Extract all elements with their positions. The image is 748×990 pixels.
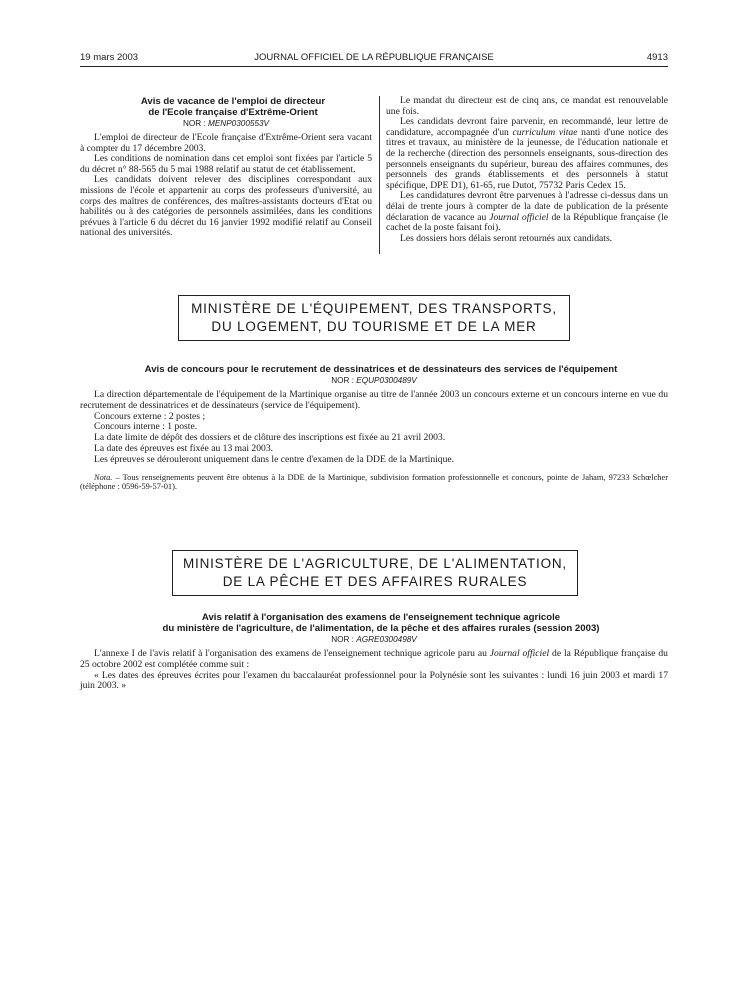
article3-title-line2: du ministère de l'agriculture, de l'alimentation, de la pêche et des affaires rurales (session 2003) [162,623,600,634]
text-run: nanti d'une notice des titres et travaux, au ministère de la jeunesse, de l'éducation nationale et de la recherche (direction des personnels enseignants, sous-direction des personnels enseignants du supérieur, bureau des affaires communes, des personnels des grands établissements et des personnels à statut spécifique, DPE D1), 61-65, rue Dutot, 75732 Paris Cedex 15. [386,126,668,191]
ministry-line: DU LOGEMENT, DU TOURISME ET DE LA MER [211,319,537,334]
text-run: de la République française (le cachet de la poste faisant foi). [386,211,668,234]
article2-note [80,473,668,492]
article1-paragraph [386,191,668,233]
nor-code: EQUP0300489V [356,376,417,385]
header-rule [80,66,668,67]
article3-paragraph [80,649,668,671]
article1-title-line1: Avis de vacance de l'emploi de directeur [140,96,326,107]
text-run-italic: Journal officiel [489,648,550,659]
nor-code: AGRE0300498V [356,635,417,644]
article3-nor [80,635,668,645]
column-divider [379,96,380,254]
text-run: de la République française du 25 octobre 2002 est complétée comme suit : [80,648,668,670]
nor-label: NOR : [182,119,206,128]
article2-paragraph: Concours externe : 2 postes ; [94,410,206,422]
header-page-number: 4913 [646,52,668,63]
article1-paragraph: Les conditions de nomination dans cet emploi sont fixées par l'article 5 du décret n° 88-565 du 5 mai 1988 relatif au statut de cet établissement. [80,153,372,175]
article1-paragraph: L'emploi de directeur de l'Ecole française d'Extrême-Orient sera vacant à compter du 17 décembre 2003. [80,132,372,154]
article2-nor [80,376,668,386]
header-title: JOURNAL OFFICIEL DE LA RÉPUBLIQUE FRANÇAISE [254,52,494,63]
article1-paragraph: Les candidats doivent relever des disciplines correspondant aux missions de l'école et appartenir au corps des professeurs d'université, au corps des maîtres de conférences, des maîtres-assistants docteurs d'Etat ou habilités ou à des catégories de personnels assimilées, dans les conditions prévues à l'article 6 du décret du 16 janvier 1992 modifié relatif au Conseil national des universités. [80,174,372,239]
article2 [80,364,668,492]
article1-title-line2: de l'Ecole française d'Extrême-Orient [148,107,318,118]
article1-paragraph: Les dossiers hors délais seront retournés aux candidats. [400,232,613,244]
ministry-heading-equipement [178,295,570,341]
article1-right-column [386,96,668,244]
ministry-line: MINISTÈRE DE L'ÉQUIPEMENT, DES TRANSPORTS, [191,301,557,316]
article3-title-line1: Avis relatif à l'organisation des examens de l'enseignement technique agricole [201,612,561,623]
article1-left-column [80,96,372,239]
note-text: – Tous renseignements peuvent être obtenus à la DDE de la Martinique, subdivision formation professionnelle et concours, pointe de Jaham, 97233 Schœlcher (téléphone : 0596-59-57-01). [80,472,668,492]
ministry-heading-agriculture [172,550,578,596]
article2-paragraph: Les épreuves se dérouleront uniquement dans le centre d'examen de la DDE de la Martinique. [94,453,455,465]
article2-paragraph: La date limite de dépôt des dossiers et de clôture des inscriptions est fixée au 21 avril 2003. [94,432,446,444]
article2-title: Avis de concours pour le recrutement de dessinatrices et de dessinateurs des services de l'équipement [144,364,618,375]
article2-paragraph: Concours interne : 1 poste. [94,421,198,433]
nor-label: NOR : [331,635,354,644]
article2-paragraph: La date des épreuves est fixée au 13 mai 2003. [94,442,274,454]
nor-label: NOR : [331,376,354,385]
article1-paragraph [386,117,668,191]
text-run-italic: curriculum vitae [512,126,578,138]
nor-code: MENP0300553V [208,119,270,128]
article1-nor [80,119,372,129]
article3-paragraph: « Les dates des épreuves écrites pour l'examen du baccalauréat professionnel pour la Polynésie sont les suivantes : lundi 16 juin 2003 et mardi 17 juin 2003. » [80,669,668,692]
header-date: 19 mars 2003 [80,52,139,63]
ministry-line: DE LA PÊCHE ET DES AFFAIRES RURALES [222,574,528,589]
text-run: L'annexe I de l'avis relatif à l'organisation des examens de l'enseignement technique agricole paru au [94,648,490,659]
text-run: Les candidatures devront être parvenues à l'adresse ci-dessus dans un délai de trente jours à compter de la date de publication de la présente déclaration de vacance au [386,190,668,223]
text-run: Les candidats devront faire parvenir, en recommandé, leur lettre de candidature, accompagnée d'un [386,116,668,138]
article3 [80,612,668,692]
article1-paragraph: Le mandat du directeur est de cinq ans, ce mandat est renouvelable une fois. [386,95,668,117]
ministry-line: MINISTÈRE DE L'AGRICULTURE, DE L'ALIMENTATION, [182,556,567,571]
article2-paragraph: La direction départementale de l'équipement de la Martinique organise au titre de l'année 2003 un concours externe et un concours interne en vue du recrutement de dessinatrices et de dessinateurs (service de l'équipement). [80,389,668,411]
text-run-italic: Journal officiel [489,211,549,223]
note-label: Nota. [94,472,113,482]
